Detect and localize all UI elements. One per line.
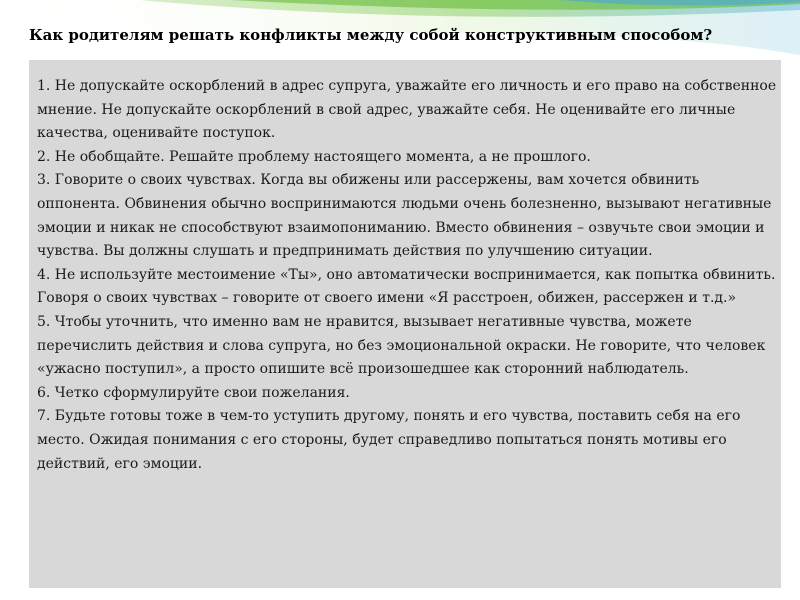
list-item: 6. Четко сформулируйте свои пожелания. [37,384,350,401]
slide-title: Как родителям решать конфликты между собой конструктивным способом? [29,26,713,44]
list-item: 4. Не используйте местоимение «Ты», оно автоматически воспринимается, как попытка обвинить. Говоря о своих чувствах – говорите от своего имени «Я расстроен, обижен, рассержен и т.д.» [37,266,776,307]
list-item: 7. Будьте готовы тоже в чем-то уступить другому, понять и его чувства, поставить себя на его место. Ожидая понимания с его стороны, будет справедливо попытаться понять мотивы его действий, его эмоции. [37,408,741,472]
list-item: 1. Не допускайте оскорблений в адрес супруга, уважайте его личность и его право на собственное мнение. Не допускайте оскорблений в свой адрес, уважайте себя. Не оценивайте его личные качества, оценивайте поступок. [37,78,777,142]
list-item: 3. Говорите о своих чувствах. Когда вы обижены или рассержены, вам хочется обвинить оппонента. Обвинения обычно воспринимаются людьми очень болезненно, вызывают негативные эмоции и никак не способствуют взаимопониманию. Вместо обвинения – озвучьте свои эмоции и чувства. Вы должны слушать и предпринимать действия по улучшению ситуации. [37,172,772,260]
list-item: 5. Чтобы уточнить, что именно вам не нравится, вызывает негативные чувства, можете перечислить действия и слова супруга, но без эмоциональной окраски. Не говорите, что человек «ужасно поступил», а просто опишите всё произошедшее как сторонний наблюдатель. [37,313,766,378]
list-item: 2. Не обобщайте. Решайте проблему настоящего момента, а не прошлого. [37,148,591,165]
advice-list [37,75,777,476]
